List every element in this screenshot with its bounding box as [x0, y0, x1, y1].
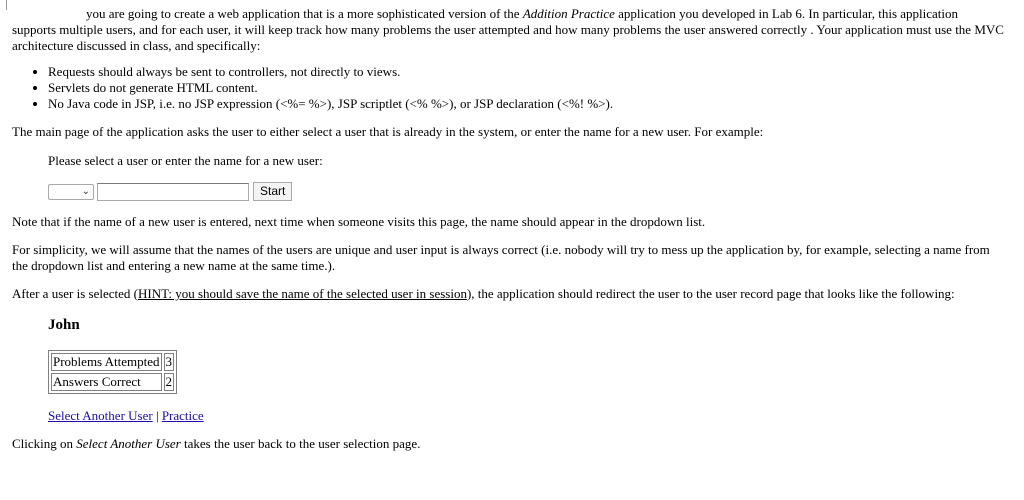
main-page-paragraph: The main page of the application asks the user to either select a user that is already in the system, or enter the name for a new user. For example: [12, 124, 764, 139]
left-rule [6, 0, 7, 10]
simplicity-paragraph: For simplicity, we will assume that the names of the users are unique and user input is always correct (i.e. nobody will try to mess up the application by, for example, selecting a name from the dropdown list and entering a new name at the same time.). [12, 242, 990, 273]
practice-link[interactable]: Practice [161, 408, 204, 423]
closing-after: takes the user back to the user selection page. [180, 436, 421, 451]
link-separator: | [155, 408, 159, 423]
app-name: Addition Practice [522, 6, 615, 21]
requirements-list [12, 64, 1004, 112]
form-row [48, 181, 1004, 202]
record-table [48, 350, 177, 394]
chevron-down-icon: ⌄ [81, 185, 90, 197]
intro-paragraph [12, 6, 1004, 54]
hint-text: HINT: you should save the name of the selected user in session [137, 286, 467, 301]
sample-user-record [48, 316, 1004, 424]
record-links [48, 408, 1004, 424]
record-value-attempted: 3 [165, 354, 173, 369]
form-prompt: Please select a user or enter the name for a new user: [48, 153, 323, 168]
after-text-before: After a user is selected ( [12, 286, 138, 301]
select-another-user-link[interactable]: Select Another User [48, 408, 153, 423]
table-row [51, 373, 174, 391]
closing-before: Clicking on [12, 436, 77, 451]
user-select-dropdown[interactable] [48, 184, 94, 200]
requirement-item: • Requests should always be sent to controllers, not directly to views. [48, 64, 1004, 80]
closing-paragraph [12, 436, 1004, 452]
after-selection-paragraph [12, 286, 1004, 302]
closing-emph: Select Another User [76, 436, 181, 451]
after-text-after: ), the application should redirect the user to the user record page that looks like the following: [466, 286, 955, 301]
new-user-name-input[interactable] [97, 183, 249, 201]
record-label-attempted: Problems Attempted [53, 354, 160, 369]
record-user-name: John [48, 317, 80, 333]
intro-text-b: application you developed in Lab 6. In particular, this application supports multiple users, and for each user, it will keep track how many problems the user attempted and how many problems the user answered correctly . Your application must use the MVC architecture discussed in class, and specifically: [12, 6, 1004, 53]
requirement-item: • Servlets do not generate HTML content. [48, 80, 1004, 96]
sample-selection-form [48, 153, 1004, 202]
intro-text-a: you are going to create a web application that is a more sophisticated version of the [86, 6, 523, 21]
note-paragraph: Note that if the name of a new user is entered, next time when someone visits this page, the name should appear in the dropdown list. [12, 214, 706, 229]
start-button[interactable]: Start [253, 182, 292, 201]
record-label-correct: Answers Correct [51, 373, 162, 391]
table-row [51, 353, 174, 371]
requirement-item: • No Java code in JSP, i.e. no JSP expression (<%= %>), JSP scriptlet (<% %>), or JSP declaration (<%! %>). [48, 96, 1004, 112]
record-value-correct: 2 [165, 374, 173, 389]
